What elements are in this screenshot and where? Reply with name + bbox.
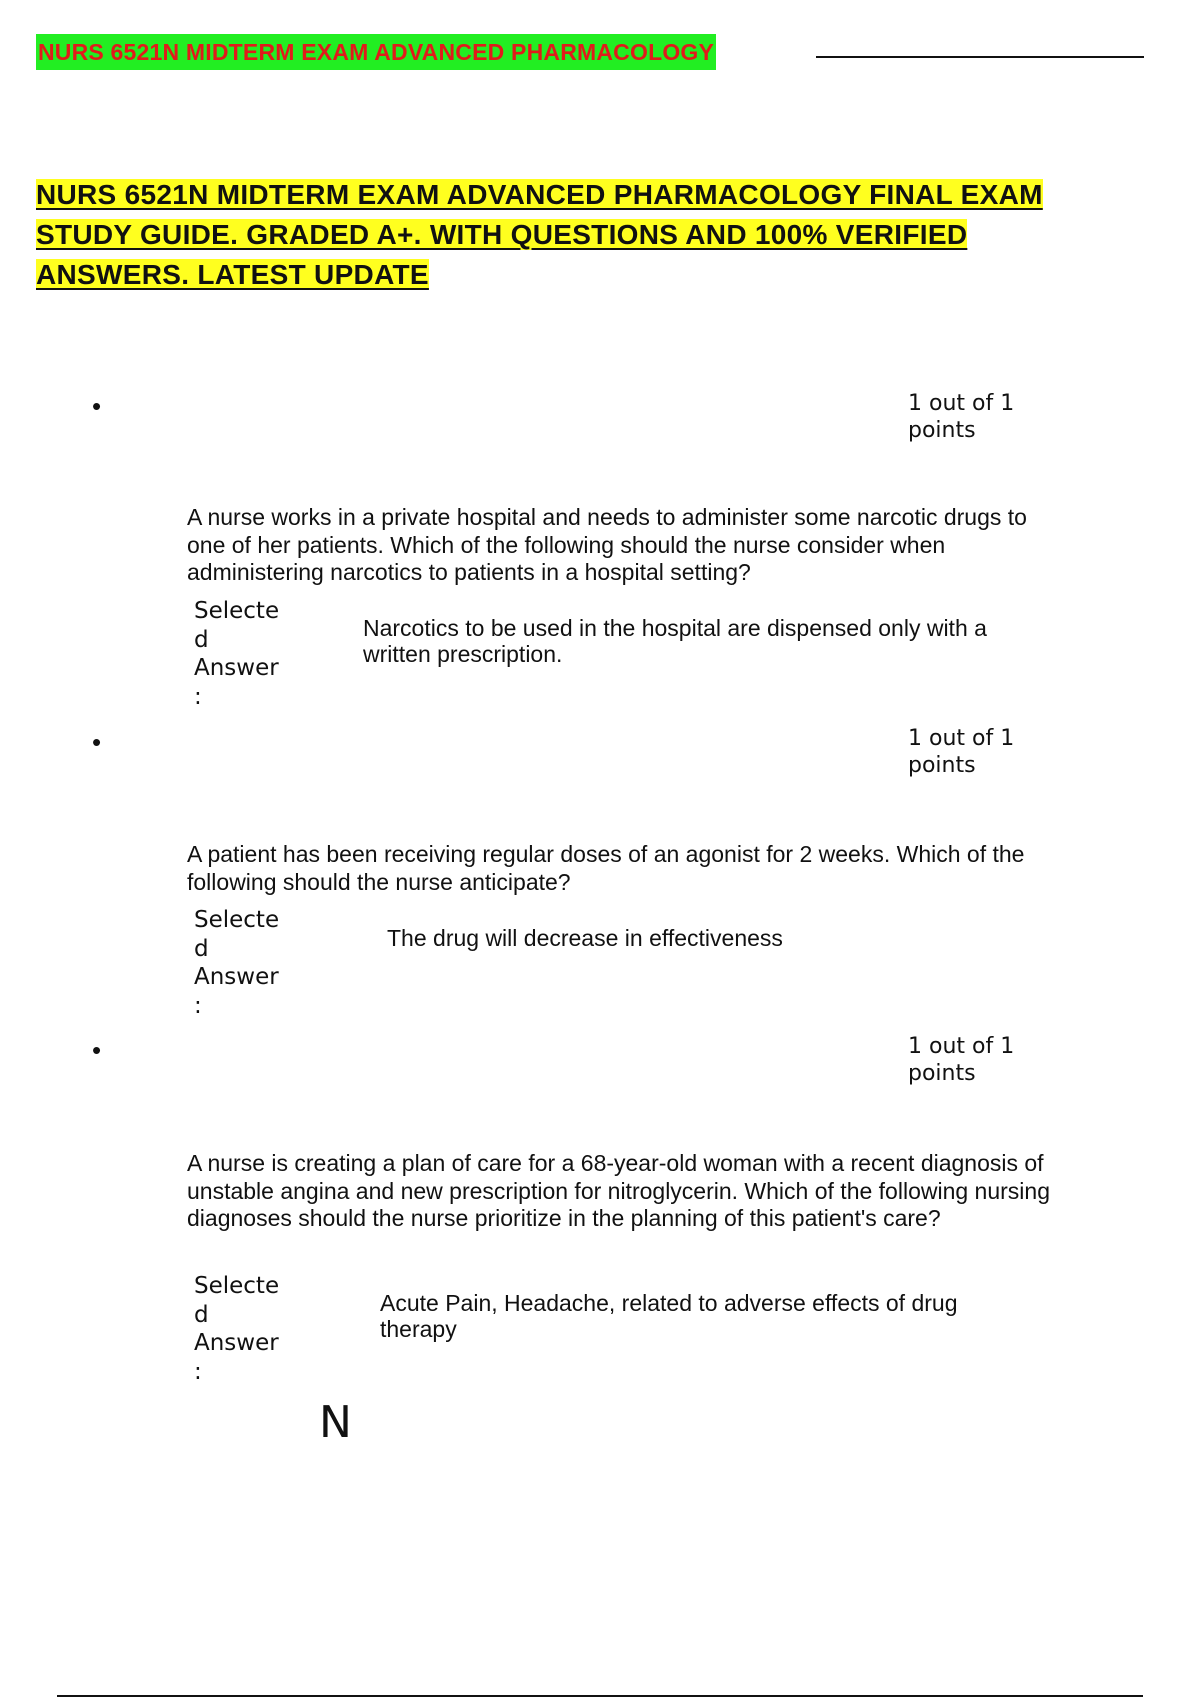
document-title	[36, 175, 1166, 295]
footer-divider	[57, 1695, 1143, 1697]
question-3-text: A nurse is creating a plan of care for a 68-year-old woman with a recent diagnosis of unstable angina and new prescription for nitroglycerin. Which of the following nursing diagnoses should the nurse prioritize in the planning of this patient's care?	[187, 1150, 1050, 1231]
document-title-line-2: STUDY GUIDE. GRADED A+. WITH QUESTIONS AND 100% VERIFIED	[36, 219, 968, 250]
question-2-text: A patient has been receiving regular doses of an agonist for 2 weeks. Which of the following should the nurse anticipate?	[187, 841, 1025, 895]
question-2-selected-answer-label: Selecte d Answer :	[194, 907, 280, 1019]
document-title-line-3: ANSWERS. LATEST UPDATE	[36, 259, 429, 290]
question-1-selected-answer: Narcotics to be used in the hospital are dispensed only with a written prescription.	[363, 615, 987, 667]
document-title-line-1: NURS 6521N MIDTERM EXAM ADVANCED PHARMACOLOGY FINAL EXAM	[36, 179, 1043, 210]
question-2-points: 1 out of 1 points	[908, 726, 1015, 778]
question-3-selected-answer: Acute Pain, Headache, related to adverse effects of drug therapy	[380, 1290, 958, 1342]
question-3-selected-answer-label: Selecte d Answer :	[194, 1273, 280, 1385]
question-1-points: 1 out of 1 points	[908, 391, 1015, 443]
page-header	[36, 34, 1144, 70]
header-divider	[816, 56, 1144, 58]
question-1-selected-answer-label: Selecte d Answer :	[194, 598, 280, 710]
header-title: NURS 6521N MIDTERM EXAM ADVANCED PHARMACOLOGY	[36, 34, 716, 70]
question-3-points: 1 out of 1 points	[908, 1034, 1015, 1086]
question-2-selected-answer: The drug will decrease in effectiveness	[387, 925, 783, 951]
question-2-bullet: •	[92, 727, 102, 757]
question-1-text: A nurse works in a private hospital and needs to administer some narcotic drugs to one of her patients. Which of the following should the nurse consider when administering narcotics to patients in a hospital setting?	[187, 504, 1027, 585]
trailing-letter: N	[319, 1397, 352, 1448]
question-3-bullet: •	[92, 1035, 102, 1065]
question-1-bullet: •	[92, 391, 102, 421]
